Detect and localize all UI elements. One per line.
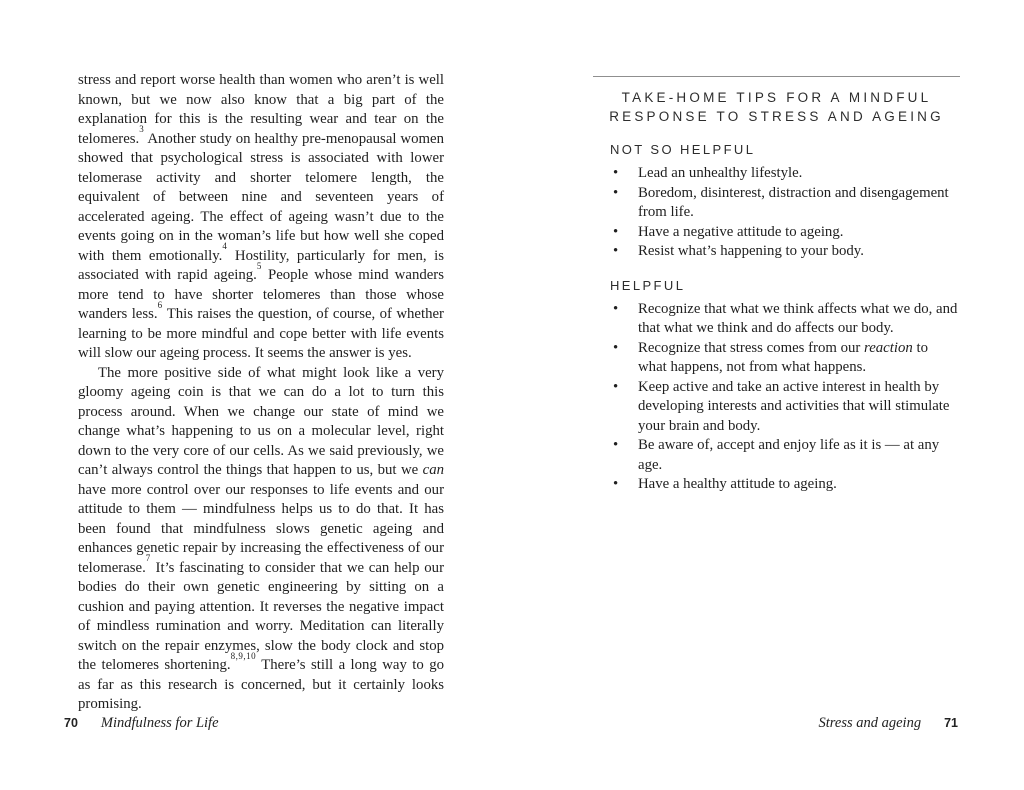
paragraph-text: Hostility, particularly for men, is associated with rapid ageing. (78, 247, 444, 283)
bullet-icon: • (613, 339, 619, 356)
right-page (593, 76, 960, 495)
list-item-text: Be aware of, accept and enjoy life as it is — at any age. (638, 437, 940, 473)
emphasis-can: can (422, 462, 444, 478)
list-item (610, 339, 960, 378)
footnote-ref-3: 3 (139, 124, 145, 135)
footnote-ref-5: 5 (256, 260, 262, 271)
list-item (610, 242, 960, 262)
list-item (610, 378, 960, 437)
tips-box-title-line1: TAKE-HOME TIPS FOR A MINDFUL (621, 90, 932, 105)
book-title-footer: Mindfulness for Life (100, 715, 219, 731)
list-item (610, 223, 960, 243)
list-item-text: Lead an unhealthy lifestyle. (638, 165, 803, 181)
list-item-text (638, 339, 960, 378)
paragraph-text: Another study on healthy pre-menopausal women showed that psychological stress is associated with lower telomerase activity and shorter telomere length, the equivalent of between nine and seventeen years of accelerated ageing. The effect of ageing wasn’t due to the events going on in the woman’s life but how well she coped with them emotionally. (78, 130, 444, 264)
list-item-text: Have a negative attitude to ageing. (638, 223, 844, 240)
paragraph-text: People whose mind wanders more tend to have shorter telomeres than those whose wanders less. (78, 267, 444, 322)
list-item (610, 164, 960, 184)
paragraph-text: It’s fascinating to consider that we can help our bodies do their own genetic engineering by sitting on a cushion and paying attention. It reverses the negative impact of mindless rumination and worry. Meditation can literally switch on the repair enzymes, slow the body clock and stop the telomeres shortening. (78, 559, 444, 673)
paragraph-text: have more control over our responses to life events and our attitude to them — mindfulness helps us to do that. It has been found that mindfulness slows genetic ageing and enhances genetic repair by increasing the effectiveness of our telomerase. (78, 481, 444, 576)
list-item-text: Keep active and take an active interest in health by developing interests and activities that will stimulate your brain and body. (638, 378, 950, 434)
tips-box-title (593, 88, 960, 126)
right-page-footer (819, 715, 958, 732)
page-number-left: 70 (64, 716, 78, 730)
paragraph-text: This raises the question, of course, of whether learning to be more mindful and cope better with life events will slow our ageing process. It seems the answer is yes. (78, 306, 444, 361)
helpful-list (610, 300, 960, 495)
not-so-helpful-heading: NOT SO HELPFUL (610, 142, 756, 157)
bullet-icon: • (613, 300, 619, 317)
body-paragraph-1 (78, 71, 444, 364)
bullet-icon: • (613, 184, 619, 201)
bullet-icon: • (613, 165, 619, 181)
paragraph-text: There’s still a long way to go as far as this research is concerned, but it certainly looks promising. (78, 657, 444, 712)
list-item (610, 184, 960, 223)
paragraph-text: The more positive side of what might look like a very gloomy ageing coin is that we can do a lot to turn this process around. When we change our state of mind we change what’s happening to us on a molecular level, right down to the very core of our cells. As we said previously, we can’t always control the things that happen to us, but we (78, 364, 444, 478)
list-item-text-part: to what happens, not from what happens. (638, 339, 928, 375)
emphasis-reaction: reaction (864, 339, 913, 356)
page-number-right: 71 (944, 716, 958, 730)
bullet-icon: • (613, 378, 619, 395)
bullet-icon: • (613, 476, 619, 492)
list-item-text: Boredom, disinterest, distraction and disengagement from life. (638, 184, 949, 220)
list-item-text: Resist what’s happening to your body. (638, 243, 864, 259)
footnote-ref-6: 6 (157, 299, 163, 310)
footnote-ref-4: 4 (222, 241, 228, 252)
list-item (610, 475, 960, 495)
bullet-icon: • (613, 437, 619, 453)
bullet-icon: • (613, 223, 619, 240)
list-item-text: Have a healthy attitude to ageing. (638, 476, 837, 492)
left-page-footer (64, 715, 219, 732)
helpful-heading: HELPFUL (610, 277, 686, 293)
section-divider-line (593, 76, 960, 77)
footnote-ref-8-9-10: 8,9,10 (230, 650, 257, 661)
list-item (610, 436, 960, 475)
list-item-text: Recognize that what we think affects what we do, and that what we think and do affects our body. (638, 300, 958, 336)
left-page (78, 71, 444, 715)
chapter-title-footer: Stress and ageing (818, 715, 922, 731)
not-so-helpful-list (610, 164, 960, 262)
bullet-icon: • (613, 243, 619, 259)
footnote-ref-7: 7 (145, 553, 151, 564)
paragraph-text: stress and report worse health than women who aren’t is well known, but we now also know that a big part of the explanation for this is the resulting wear and tear on the telomeres. (78, 72, 444, 147)
list-item (610, 300, 960, 339)
body-paragraph-2 (78, 364, 444, 715)
list-item-text-part: Recognize that stress comes from our (638, 339, 864, 356)
tips-box-title-line2: RESPONSE TO STRESS AND AGEING (609, 109, 944, 124)
